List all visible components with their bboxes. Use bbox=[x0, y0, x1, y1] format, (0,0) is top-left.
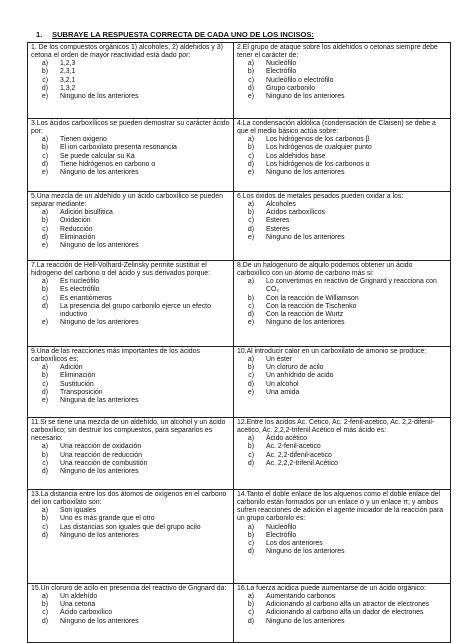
answer-option[interactable] bbox=[31, 397, 230, 405]
answer-option[interactable] bbox=[237, 85, 447, 93]
answer-option[interactable] bbox=[31, 389, 230, 397]
option-text: Adicionando al carbono alfa un atractor de electrones bbox=[266, 601, 430, 609]
option-letter: a) bbox=[41, 443, 48, 451]
question-cell bbox=[28, 192, 234, 261]
option-letter: d) bbox=[247, 380, 254, 388]
option-letter: e) bbox=[247, 92, 254, 100]
answer-option[interactable] bbox=[237, 435, 447, 443]
question-stem: 16.La fuerza acidica puede aumentarse de un ácido orgánico: bbox=[237, 585, 426, 592]
answer-option[interactable] bbox=[237, 144, 447, 152]
answer-options bbox=[237, 278, 447, 327]
option-letter: a) bbox=[41, 278, 48, 286]
question-cell bbox=[234, 43, 451, 119]
option-letter: a) bbox=[41, 60, 48, 68]
question-stem: 12.Entre los ácidos Ac. Cetico, Ac. 2-fenil-acetico, Ac. 2,2-difenil-acetico, Ac. 2,2,2-trifenil Acético el más ácido es: bbox=[237, 419, 435, 435]
option-letter: d) bbox=[41, 467, 48, 475]
option-letter: d) bbox=[41, 160, 48, 168]
answer-option[interactable] bbox=[31, 77, 230, 85]
answer-options bbox=[31, 60, 230, 101]
option-text: Ácido carboxílico bbox=[60, 609, 113, 617]
option-text: Eliminación bbox=[60, 372, 96, 380]
option-text: Lo convertimos en reactivo de Grignard y reacciona con CO₂ bbox=[266, 278, 437, 294]
option-letter: a) bbox=[247, 60, 254, 68]
option-letter: c) bbox=[42, 523, 48, 531]
option-letter: a) bbox=[247, 593, 254, 601]
answer-option[interactable] bbox=[237, 319, 447, 327]
option-letter: a) bbox=[41, 593, 48, 601]
answer-option[interactable] bbox=[31, 381, 230, 389]
answer-option[interactable] bbox=[237, 93, 447, 101]
answer-option[interactable] bbox=[237, 136, 447, 144]
answer-option[interactable] bbox=[237, 532, 447, 540]
question-stem: 15.Un cloruro de acilo en presencia del reactivo de Grignard da: bbox=[31, 585, 227, 592]
question-row bbox=[28, 43, 451, 119]
answer-option[interactable] bbox=[237, 618, 447, 626]
answer-option[interactable] bbox=[31, 303, 230, 319]
option-text: Los hidrógenos de los carbonos α bbox=[266, 160, 370, 168]
answer-option[interactable] bbox=[237, 226, 447, 234]
option-letter: b) bbox=[41, 601, 48, 609]
answer-option[interactable] bbox=[31, 217, 230, 225]
option-text: Ninguno de los anteriores bbox=[266, 548, 345, 556]
heading-text: SUBRAYE LA RESPUESTA CORRECTA DE CADA UNO DE LOS INCISOS: bbox=[52, 30, 315, 39]
answer-options bbox=[31, 507, 230, 540]
answer-option[interactable] bbox=[31, 507, 230, 515]
option-text: Ninguno de los anteriores bbox=[60, 531, 139, 539]
option-letter: e) bbox=[41, 396, 48, 404]
option-text: Las distancias son iguales que del grupo acilo bbox=[60, 523, 201, 531]
option-text: La presencia del grupo carbonilo ejerce un efecto inductivo bbox=[60, 302, 211, 318]
question-cell bbox=[28, 490, 234, 584]
answer-option[interactable] bbox=[31, 161, 230, 169]
question-row bbox=[28, 261, 451, 347]
option-letter: d) bbox=[247, 459, 254, 467]
answer-option[interactable] bbox=[31, 93, 230, 101]
option-text: Una reacción de oxidación bbox=[60, 443, 142, 451]
answer-option[interactable] bbox=[31, 68, 230, 76]
answer-option[interactable] bbox=[237, 381, 447, 389]
option-text: Con la reacción de Wurtz bbox=[266, 310, 344, 318]
answer-options bbox=[31, 443, 230, 476]
answer-options bbox=[237, 201, 447, 242]
option-text: Una reacción de combustión bbox=[60, 459, 148, 467]
option-letter: b) bbox=[247, 68, 254, 76]
option-text: Reducción bbox=[60, 225, 93, 233]
answer-option[interactable] bbox=[31, 443, 230, 451]
answer-option[interactable] bbox=[31, 85, 230, 93]
answer-options bbox=[31, 209, 230, 250]
option-letter: d) bbox=[247, 548, 254, 556]
question-row bbox=[28, 192, 451, 261]
option-letter: b) bbox=[247, 294, 254, 302]
answer-option[interactable] bbox=[237, 217, 447, 225]
option-text: Adición bisulfitica bbox=[60, 209, 113, 217]
option-text: Ninguno de los anteriores bbox=[60, 617, 139, 625]
option-letter: c) bbox=[248, 451, 254, 459]
option-text: Ninguno de los anteriores bbox=[60, 92, 139, 100]
answer-option[interactable] bbox=[31, 295, 230, 303]
questions-table bbox=[27, 42, 451, 643]
option-letter: a) bbox=[41, 364, 48, 372]
option-letter: c) bbox=[248, 217, 254, 225]
option-text: El ion carboxilato presenta resonancia bbox=[60, 144, 177, 152]
question-row bbox=[28, 584, 451, 643]
answer-option[interactable] bbox=[237, 356, 447, 364]
answer-options bbox=[237, 524, 447, 557]
option-letter: b) bbox=[247, 209, 254, 217]
option-letter: b) bbox=[41, 372, 48, 380]
answer-option[interactable] bbox=[31, 169, 230, 177]
option-letter: d) bbox=[41, 233, 48, 241]
option-text: Una reacción de reducción bbox=[60, 451, 142, 459]
option-text: Sustitución bbox=[60, 380, 94, 388]
option-text: Los aldehidos base bbox=[266, 152, 326, 160]
answer-options bbox=[237, 136, 447, 177]
answer-option[interactable] bbox=[237, 169, 447, 177]
option-text: 2,3,1 bbox=[60, 68, 76, 76]
option-text: Grupo carbonilo bbox=[266, 84, 316, 92]
option-letter: d) bbox=[247, 160, 254, 168]
question-cell bbox=[28, 119, 234, 192]
answer-option[interactable] bbox=[237, 161, 447, 169]
answer-option[interactable] bbox=[31, 153, 230, 161]
option-text: Aumentando carbonos bbox=[266, 593, 336, 601]
option-text: Con la reacción de Tischenko bbox=[266, 302, 357, 310]
option-letter: e) bbox=[247, 168, 254, 176]
answer-options bbox=[237, 435, 447, 468]
option-text: Ac. 2-fenil-acetico bbox=[266, 443, 321, 451]
option-letter: c) bbox=[248, 539, 254, 547]
question-cell bbox=[28, 584, 234, 643]
question-stem: 3.Los ácidos carboxílicos se pueden demostrar su carácter ácido por: bbox=[31, 120, 230, 136]
option-letter: a) bbox=[41, 209, 48, 217]
option-text: 3,2,1 bbox=[60, 76, 76, 84]
option-letter: d) bbox=[247, 84, 254, 92]
answer-option[interactable] bbox=[237, 593, 447, 601]
option-letter: a) bbox=[247, 201, 254, 209]
option-text: Es enantiómeros bbox=[60, 294, 112, 302]
option-text: Eliminación bbox=[60, 233, 96, 241]
answer-option[interactable] bbox=[237, 372, 447, 380]
answer-option[interactable] bbox=[31, 364, 230, 372]
option-letter: a) bbox=[247, 435, 254, 443]
option-letter: c) bbox=[248, 76, 254, 84]
option-letter: e) bbox=[41, 92, 48, 100]
answer-option[interactable] bbox=[237, 209, 447, 217]
option-text: Ninguno de los anteriores bbox=[266, 319, 345, 327]
option-text: Un aldehído bbox=[60, 593, 98, 601]
answer-option[interactable] bbox=[31, 226, 230, 234]
option-letter: b) bbox=[247, 531, 254, 539]
heading-number: 1. bbox=[36, 30, 43, 39]
answer-option[interactable] bbox=[31, 319, 230, 327]
answer-option[interactable] bbox=[31, 144, 230, 152]
answer-option[interactable] bbox=[31, 242, 230, 250]
answer-option[interactable] bbox=[31, 593, 230, 601]
option-text: Electrófilo bbox=[266, 531, 297, 539]
answer-option[interactable] bbox=[237, 389, 447, 397]
answer-option[interactable] bbox=[237, 443, 447, 451]
option-letter: c) bbox=[248, 609, 254, 617]
option-letter: a) bbox=[247, 356, 254, 364]
answer-option[interactable] bbox=[31, 468, 230, 476]
answer-option[interactable] bbox=[237, 278, 447, 294]
option-text: Ninguno de los anteriores bbox=[60, 319, 139, 327]
option-text: Ninguno de los anteriores bbox=[60, 467, 139, 475]
question-cell bbox=[234, 119, 451, 192]
option-text: Los dos anteriores bbox=[266, 539, 323, 547]
option-letter: e) bbox=[247, 319, 254, 327]
option-letter: c) bbox=[248, 302, 254, 310]
question-cell bbox=[234, 261, 451, 347]
question-cell bbox=[234, 192, 451, 261]
option-letter: e) bbox=[247, 388, 254, 396]
option-text: Una amida bbox=[266, 388, 300, 396]
option-letter: b) bbox=[41, 217, 48, 225]
option-letter: c) bbox=[42, 294, 48, 302]
answer-option[interactable] bbox=[31, 286, 230, 294]
question-stem: 6.Los óxidos de metales pesados pueden oxidar a los: bbox=[237, 193, 404, 200]
question-row bbox=[28, 347, 451, 418]
question-stem: 2.El grupo de ataque sobre los aldehidos o cetonas siempre debe tener el carácter de: bbox=[237, 44, 438, 60]
answer-option[interactable] bbox=[31, 136, 230, 144]
question-row bbox=[28, 490, 451, 584]
answer-options bbox=[237, 593, 447, 626]
option-letter: b) bbox=[41, 451, 48, 459]
option-text: Ninguno de los anteriores bbox=[266, 92, 345, 100]
answer-option[interactable] bbox=[31, 609, 230, 617]
answer-options bbox=[237, 356, 447, 397]
answer-option[interactable] bbox=[237, 295, 447, 303]
option-letter: a) bbox=[247, 523, 254, 531]
question-stem: 8.De un halogenuro de alquilo podemos obtener un ácido carboxílico con un átomo de carbono más si: bbox=[237, 262, 413, 278]
answer-option[interactable] bbox=[31, 278, 230, 286]
option-text: Los hidrógenos de los carbonos β bbox=[266, 136, 370, 144]
option-text: Esteres bbox=[266, 217, 290, 225]
option-text: Electrófilo bbox=[266, 68, 297, 76]
option-letter: d) bbox=[247, 225, 254, 233]
option-text: Ninguno de los anteriores bbox=[60, 168, 139, 176]
question-cell bbox=[234, 418, 451, 490]
answer-option[interactable] bbox=[31, 618, 230, 626]
option-text: Ninguna de las anteriores bbox=[60, 396, 139, 404]
option-text: Alcoholes bbox=[266, 201, 296, 209]
answer-option[interactable] bbox=[237, 68, 447, 76]
option-text: Nucleófilo bbox=[266, 523, 297, 531]
question-stem: 9.Una de las reacciones más importantes de los ácidos carboxílicos es: bbox=[31, 348, 200, 364]
answer-option[interactable] bbox=[31, 524, 230, 532]
option-letter: c) bbox=[42, 380, 48, 388]
question-stem: 13.La distancia entre los dos átomos de oxígenos en el carbono del ion carboxilato son: bbox=[31, 491, 227, 507]
answer-option[interactable] bbox=[31, 532, 230, 540]
option-text: Ac. 2,2-difenil-acetico bbox=[266, 451, 332, 459]
answer-option[interactable] bbox=[31, 452, 230, 460]
option-letter: c) bbox=[42, 459, 48, 467]
exam-heading bbox=[36, 30, 314, 39]
option-text: Ninguno de los anteriores bbox=[266, 233, 345, 241]
option-letter: c) bbox=[42, 609, 48, 617]
option-text: Ácido acético bbox=[266, 435, 307, 443]
option-letter: e) bbox=[41, 168, 48, 176]
option-letter: d) bbox=[41, 84, 48, 92]
option-text: Transposición bbox=[60, 388, 103, 396]
option-letter: b) bbox=[247, 443, 254, 451]
answer-options bbox=[31, 593, 230, 626]
answer-option[interactable] bbox=[237, 311, 447, 319]
question-cell bbox=[234, 584, 451, 643]
option-text: Oxidación bbox=[60, 217, 91, 225]
option-text: Son iguales bbox=[60, 507, 97, 515]
answer-options bbox=[31, 136, 230, 177]
option-text: Los hidrógenos de cualquier punto bbox=[266, 144, 372, 152]
option-text: Un cloruro de acilo bbox=[266, 364, 324, 372]
question-stem: 4.La condensación aldólica (condensación de Claisen) se debe a que el medio básico actúa sobre: bbox=[237, 120, 436, 136]
option-text: Nucleófilo o electrófilo bbox=[266, 76, 334, 84]
option-letter: b) bbox=[41, 515, 48, 523]
option-letter: d) bbox=[247, 310, 254, 318]
option-text: Es nucleófilo bbox=[60, 278, 100, 286]
answer-option[interactable] bbox=[237, 540, 447, 548]
answer-option[interactable] bbox=[31, 515, 230, 523]
answer-option[interactable] bbox=[237, 548, 447, 556]
question-row bbox=[28, 119, 451, 192]
answer-option[interactable] bbox=[31, 209, 230, 217]
question-cell bbox=[234, 347, 451, 418]
option-letter: d) bbox=[41, 531, 48, 539]
option-text: Es electrófilo bbox=[60, 286, 100, 294]
question-cell bbox=[234, 490, 451, 584]
option-text: Uno es más grande que el otro bbox=[60, 515, 155, 523]
answer-options bbox=[31, 364, 230, 405]
option-letter: b) bbox=[41, 286, 48, 294]
option-text: Ninguno de los anteriores bbox=[266, 168, 345, 176]
answer-option[interactable] bbox=[31, 234, 230, 242]
question-stem: 1. De los compuestos orgánicos 1) alcoholes, 2) aldehidos y 3) cetona el orden de mayor reactividad está dado por: bbox=[31, 44, 223, 60]
answer-option[interactable] bbox=[237, 364, 447, 372]
option-text: Un anhídrido de acido bbox=[266, 372, 334, 380]
option-letter: d) bbox=[247, 617, 254, 625]
question-stem: 14.Tanto el doble enlace de los alquenos como el doble enlace del carbonilo están formados por un enlace σ y un enlace π; y ambos sufren reacciones de adición el agente iniciador de la reacción para un grupo carbonilo es: bbox=[237, 491, 444, 523]
option-text: Adicionando al carbono alfa un dador de electrones bbox=[266, 609, 424, 617]
option-letter: b) bbox=[247, 364, 254, 372]
option-letter: c) bbox=[248, 152, 254, 160]
option-text: Tienen oxigeno bbox=[60, 136, 107, 144]
option-letter: b) bbox=[41, 144, 48, 152]
question-stem: 10.Al introducir calor en un carboxilato de amonio se produce: bbox=[237, 348, 427, 355]
question-stem: 11.Si se tiene una mezcla de un aldehído, un alcohol y un ácido carboxílico; sin destruir los compuestos, para separarlos es necesario: bbox=[31, 419, 226, 443]
option-letter: d) bbox=[41, 617, 48, 625]
option-letter: a) bbox=[247, 136, 254, 144]
question-stem: 5.Una mezcla de un aldehído y un ácido carboxílico se pueden separar mediante: bbox=[31, 193, 223, 209]
answer-option[interactable] bbox=[237, 609, 447, 617]
answer-option[interactable] bbox=[31, 372, 230, 380]
option-letter: b) bbox=[41, 68, 48, 76]
answer-option[interactable] bbox=[237, 153, 447, 161]
answer-option[interactable] bbox=[31, 460, 230, 468]
option-letter: a) bbox=[41, 136, 48, 144]
question-cell bbox=[28, 43, 234, 119]
answer-option[interactable] bbox=[237, 60, 447, 68]
option-letter: b) bbox=[247, 144, 254, 152]
option-text: Ninguno de los anteriores bbox=[266, 617, 345, 625]
question-row bbox=[28, 418, 451, 490]
answer-options bbox=[31, 278, 230, 327]
answer-option[interactable] bbox=[237, 524, 447, 532]
option-text: Se puede calcular su Ka bbox=[60, 152, 135, 160]
option-text: Ninguno de los anteriores bbox=[60, 241, 139, 249]
option-text: 1,2,3 bbox=[60, 60, 76, 68]
option-text: Una cetona bbox=[60, 601, 96, 609]
option-letter: c) bbox=[42, 225, 48, 233]
option-letter: c) bbox=[42, 76, 48, 84]
answer-option[interactable] bbox=[237, 452, 447, 460]
answer-option[interactable] bbox=[237, 460, 447, 468]
option-letter: e) bbox=[41, 241, 48, 249]
option-letter: e) bbox=[247, 233, 254, 241]
answer-option[interactable] bbox=[237, 234, 447, 242]
option-letter: a) bbox=[41, 507, 48, 515]
questions-body bbox=[28, 43, 451, 643]
option-text: Tiene hidrógenos en carbono α bbox=[60, 160, 156, 168]
answer-option[interactable] bbox=[237, 601, 447, 609]
answer-options bbox=[237, 60, 447, 101]
option-letter: d) bbox=[41, 302, 48, 310]
question-stem: 7.La reacción de Hell-Volhard-Zelinsky permite sustituir el hidrogeno del carbono α del ácido y sus derivados porque: bbox=[31, 262, 211, 278]
option-text: Nucleófilo bbox=[266, 60, 297, 68]
option-letter: e) bbox=[41, 319, 48, 327]
question-cell bbox=[28, 261, 234, 347]
answer-option[interactable] bbox=[237, 77, 447, 85]
option-letter: c) bbox=[248, 372, 254, 380]
answer-option[interactable] bbox=[237, 303, 447, 311]
option-text: Adición bbox=[60, 364, 83, 372]
option-letter: c) bbox=[42, 152, 48, 160]
option-letter: a) bbox=[247, 278, 254, 286]
question-cell bbox=[28, 347, 234, 418]
option-text: Esteres bbox=[266, 225, 290, 233]
question-cell bbox=[28, 418, 234, 490]
option-text: Un alcohol bbox=[266, 380, 299, 388]
option-letter: b) bbox=[247, 601, 254, 609]
answer-option[interactable] bbox=[31, 60, 230, 68]
option-letter: d) bbox=[41, 388, 48, 396]
option-text: 1,3,2 bbox=[60, 84, 76, 92]
option-text: Un éster bbox=[266, 356, 293, 364]
option-text: Con la reacción de Williamson bbox=[266, 294, 359, 302]
option-text: Ac. 2,2,2-trifenil Acético bbox=[266, 459, 339, 467]
option-text: Ácidos carboxílicos bbox=[266, 209, 325, 217]
